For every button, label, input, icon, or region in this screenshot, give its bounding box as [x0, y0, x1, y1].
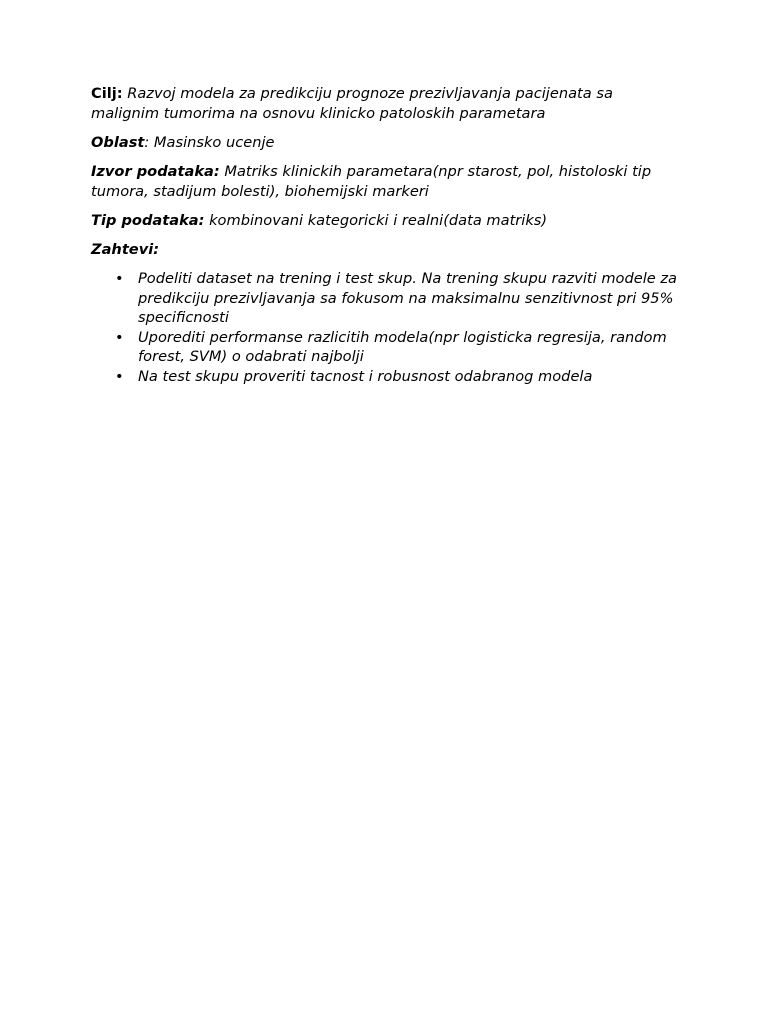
bullet-icon: •	[115, 270, 124, 287]
requirements-label: Zahtevi:	[91, 241, 160, 258]
field-text: : Masinsko ucenje	[144, 134, 275, 151]
requirements-heading	[91, 240, 681, 260]
goal-paragraph	[91, 84, 681, 124]
list-item	[115, 367, 681, 387]
data-source-text: Matriks klinickih parametara(npr starost, pol, histoloski tip tumora, stadijum bolesti), biohemijski markeri	[91, 163, 652, 200]
data-type-paragraph	[91, 211, 681, 231]
data-source-paragraph	[91, 162, 681, 202]
requirements-list	[91, 269, 681, 386]
goal-text: Razvoj modela za predikciju prognoze prezivljavanja pacijenata sa malignim tumorima na osnovu klinicko patoloskih parametara	[91, 85, 613, 122]
list-item-text: Uporediti performanse razlicitih modela(npr logisticka regresija, random forest, SVM) o odabrati najbolji	[138, 328, 667, 365]
field-label: Oblast	[91, 134, 145, 151]
list-item	[115, 328, 681, 367]
data-source-label: Izvor podataka:	[91, 163, 220, 180]
bullet-icon: •	[115, 328, 124, 346]
bullet-icon: •	[115, 367, 124, 385]
data-type-label: Tip podataka:	[91, 212, 205, 229]
document-page	[91, 84, 681, 386]
goal-label: Cilj:	[91, 85, 123, 102]
list-item	[115, 269, 681, 328]
field-paragraph	[91, 133, 681, 153]
list-item-text: Na test skupu proveriti tacnost i robusnost odabranog modela	[138, 367, 593, 385]
data-type-text: kombinovani kategoricki i realni(data matriks)	[209, 212, 548, 229]
list-item-text: Podeliti dataset na trening i test skup. Na trening skupu razviti modele za predikciju prezivljavanja sa fokusom na maksimalnu senzitivnost pri 95% specificnosti	[138, 270, 677, 326]
